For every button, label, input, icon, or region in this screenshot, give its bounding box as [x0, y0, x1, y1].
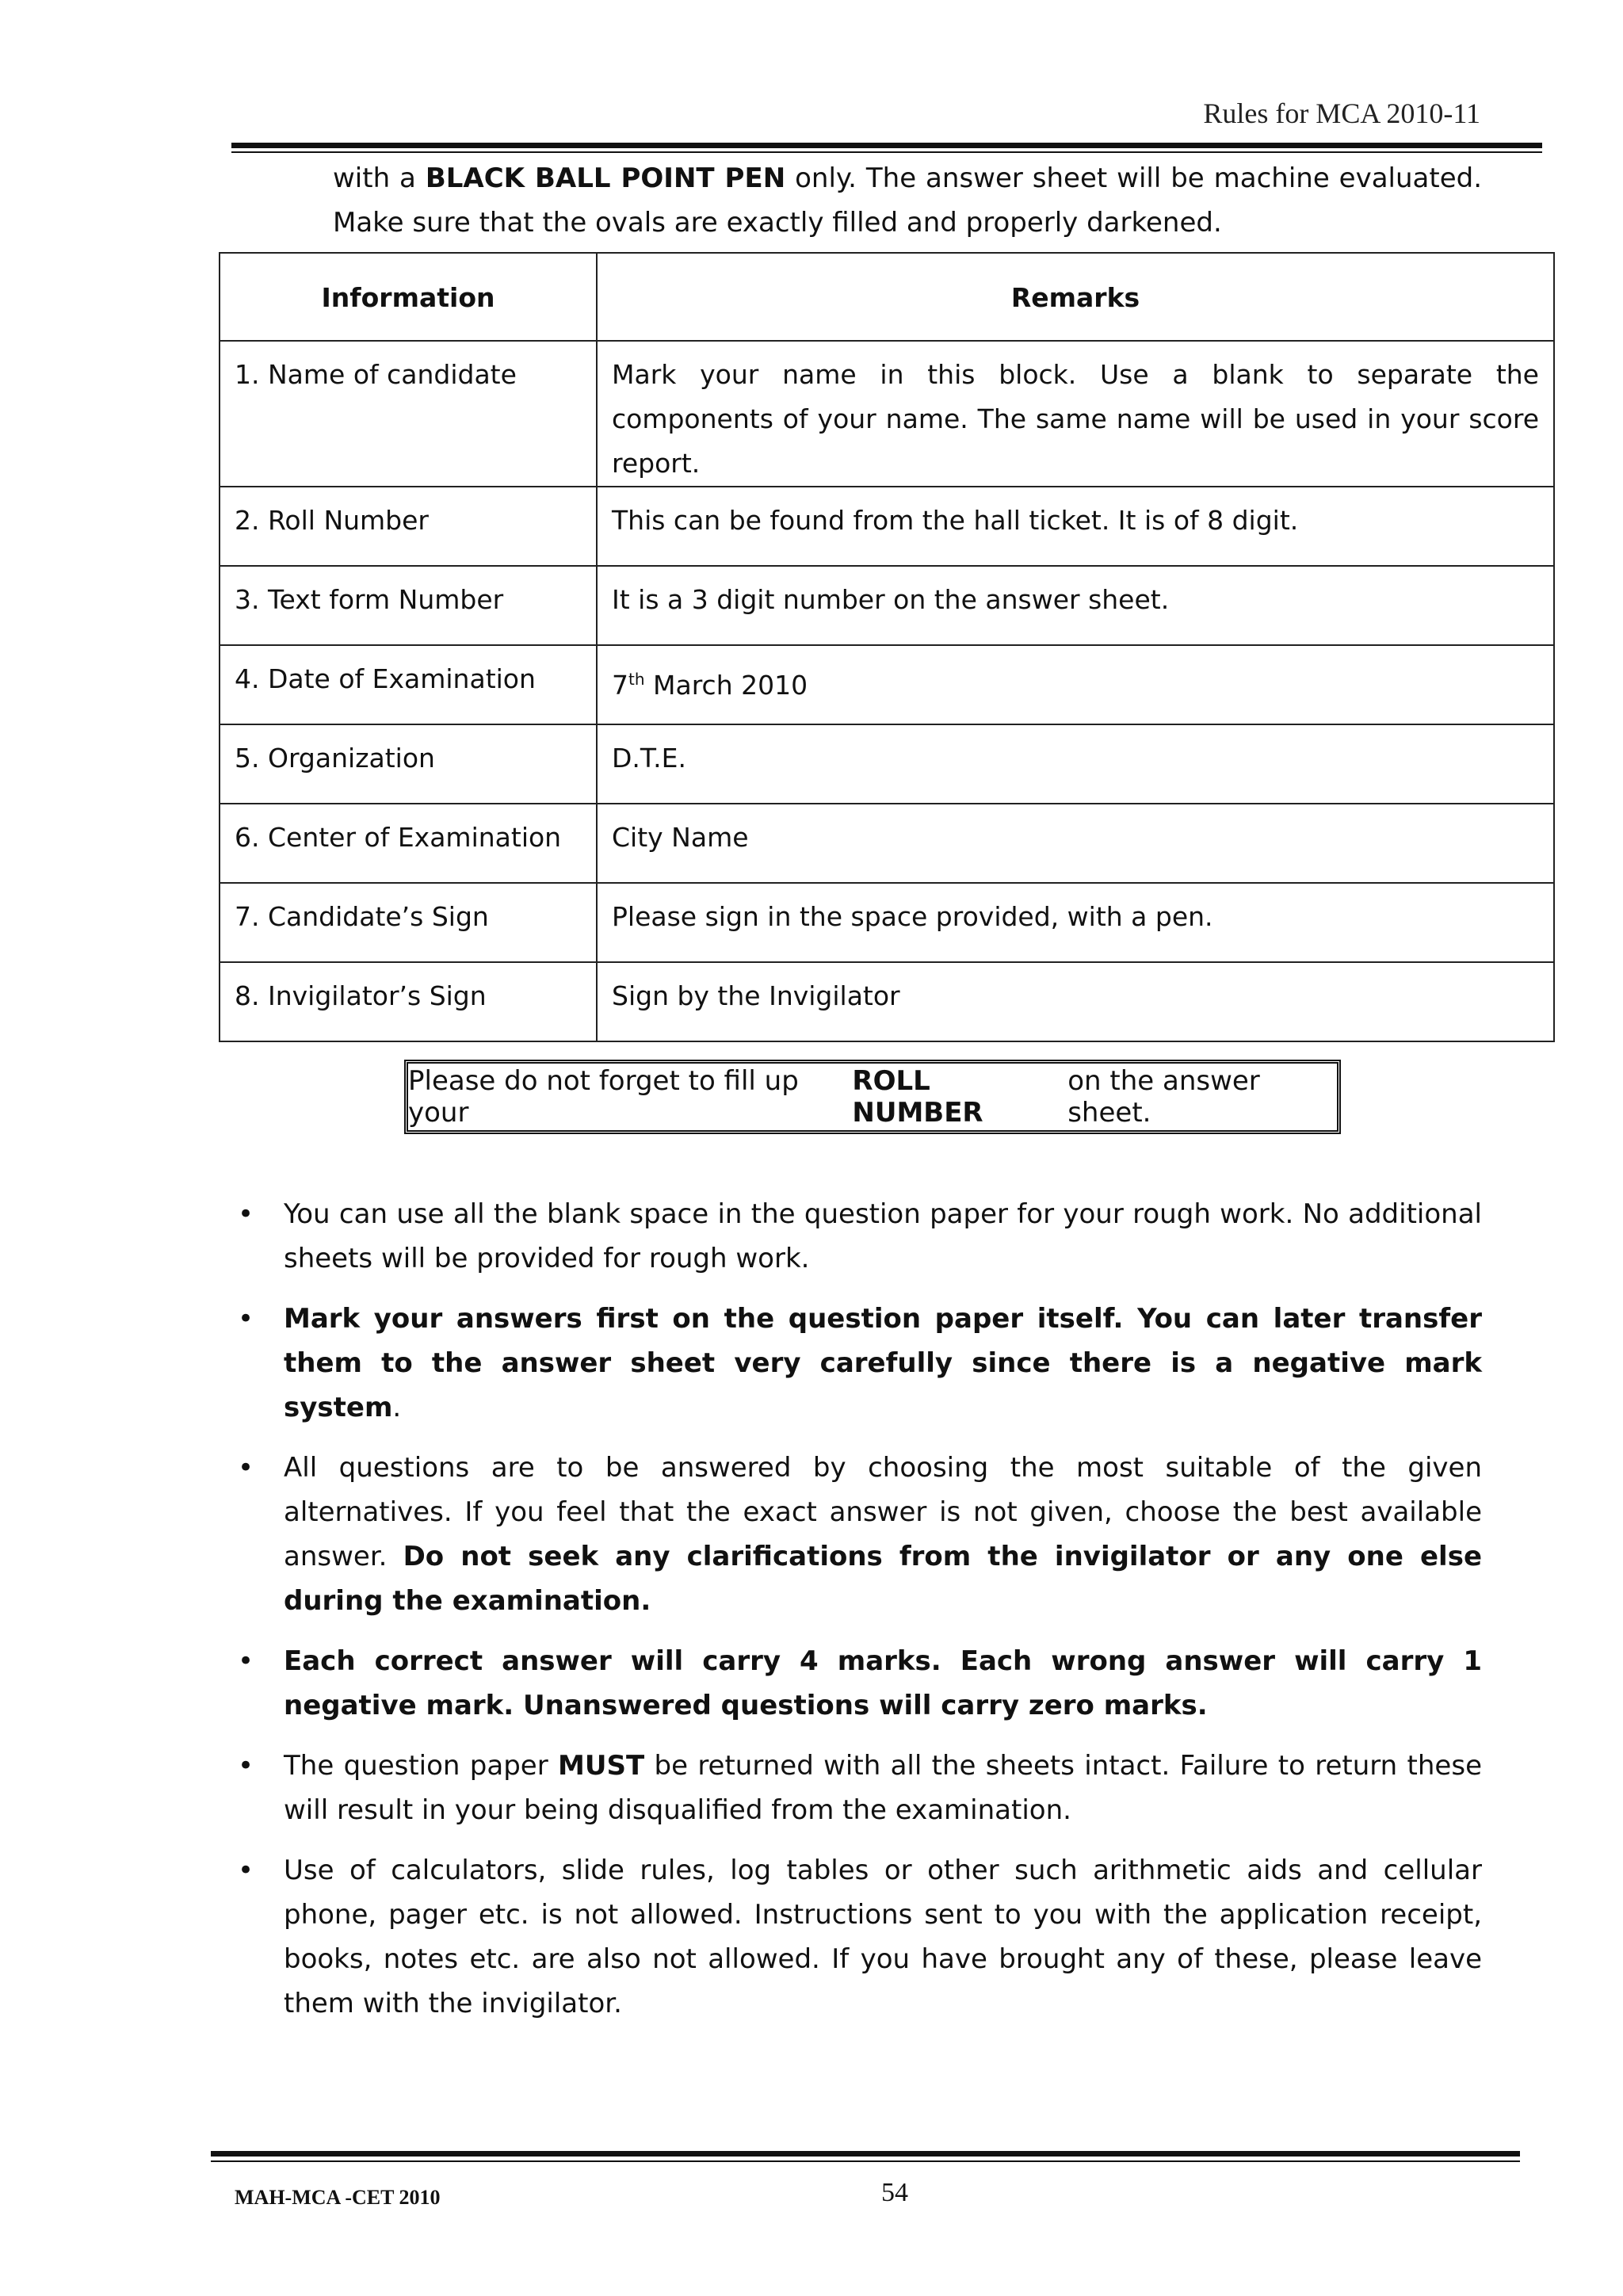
info-cell: 6. Center of Examination	[220, 804, 597, 883]
footer-rule-thin	[211, 2160, 1520, 2162]
bullet-text: You can use all the blank space in the question paper for your rough work. No additional sheets will be provided for rough work.	[284, 1198, 1482, 1274]
remarks-cell: Sign by the Invigilator	[597, 962, 1554, 1041]
instructions-list	[238, 1192, 1482, 2042]
bullet-icon: •	[238, 1645, 254, 1677]
bullet-text-bold: Mark your answers first on the question paper itself. You can later transfer them to the answer sheet very carefully since there is a negative mark system	[284, 1303, 1482, 1423]
table-row	[220, 341, 1554, 487]
header-information: Information	[220, 253, 597, 341]
info-cell: 5. Organization	[220, 724, 597, 804]
remarks-cell	[597, 645, 1554, 724]
table-header-row	[220, 253, 1554, 341]
list-item	[238, 1639, 1482, 1728]
exam-day-suffix: th	[628, 670, 645, 689]
list-item	[238, 1446, 1482, 1623]
bullet-text: All questions are to be answered by choosing the most suitable of the given alternatives. If you feel that the exact answer is not given, choose the best available answer.	[284, 1452, 1482, 1572]
table-row	[220, 645, 1554, 724]
intro-prefix: with a	[333, 162, 426, 194]
intro-suffix: only. The answer sheet will be machine evaluated. Make sure that the ovals are exactly filled and properly darkened.	[333, 162, 1483, 239]
bullet-icon: •	[238, 1198, 254, 1230]
remarks-cell: Please sign in the space provided, with a pen.	[597, 883, 1554, 962]
exam-month-year: March 2010	[644, 670, 808, 701]
table-row	[220, 883, 1554, 962]
intro-pen-emphasis: BLACK BALL POINT PEN	[425, 162, 786, 194]
info-cell: 7. Candidate’s Sign	[220, 883, 597, 962]
bullet-text-bold: Do not seek any clarifications from the invigilator or any one else during the examination.	[284, 1541, 1482, 1617]
bullet-text: The question paper	[284, 1750, 559, 1782]
info-cell: 2. Roll Number	[220, 487, 597, 566]
header-remarks: Remarks	[597, 253, 1554, 341]
bullet-text-bold: MUST	[558, 1750, 645, 1782]
table-row	[220, 724, 1554, 804]
bullet-text: be returned with all the sheets intact. Failure to return these will result in your being disqualified from the examination.	[284, 1750, 1482, 1826]
info-cell: 8. Invigilator’s Sign	[220, 962, 597, 1041]
bullet-icon: •	[238, 1452, 254, 1484]
intro-paragraph	[333, 156, 1482, 245]
notice-prefix: Please do not forget to fill up your	[408, 1065, 799, 1129]
footer-rule-thick	[211, 2151, 1520, 2157]
roll-number-notice	[404, 1060, 1341, 1134]
footer-exam-name: MAH-MCA -CET 2010	[235, 2186, 441, 2209]
bullet-icon: •	[238, 1303, 254, 1335]
list-item	[238, 1297, 1482, 1430]
bullet-text-end: .	[392, 1392, 402, 1423]
bullet-icon: •	[238, 1750, 254, 1782]
remarks-cell: This can be found from the hall ticket. It is of 8 digit.	[597, 487, 1554, 566]
remarks-cell: Mark your name in this block. Use a blank to separate the components of your name. The same name will be used in your score report.	[597, 341, 1554, 487]
bullet-icon: •	[238, 1855, 254, 1886]
remarks-cell: City Name	[597, 804, 1554, 883]
remarks-cell: It is a 3 digit number on the answer sheet.	[597, 566, 1554, 645]
header-rule-thick	[231, 143, 1542, 148]
info-cell: 3. Text form Number	[220, 566, 597, 645]
page-number: 54	[881, 2178, 908, 2207]
header-rule-thin	[231, 151, 1542, 153]
list-item	[238, 1848, 1482, 2026]
list-item	[238, 1192, 1482, 1281]
bullet-text-bold: Each correct answer will carry 4 marks. Each wrong answer will carry 1 negative mark. Unanswered questions will carry zero marks.	[284, 1645, 1482, 1721]
exam-day: 7	[612, 670, 628, 701]
notice-emphasis: ROLL NUMBER	[852, 1065, 983, 1129]
table-row	[220, 566, 1554, 645]
remarks-cell: D.T.E.	[597, 724, 1554, 804]
table-row	[220, 487, 1554, 566]
notice-suffix: on the answer sheet.	[1067, 1065, 1260, 1129]
table-row	[220, 962, 1554, 1041]
info-cell: 1. Name of candidate	[220, 341, 597, 487]
running-header: Rules for MCA 2010-11	[1203, 97, 1480, 129]
info-cell: 4. Date of Examination	[220, 645, 597, 724]
bullet-text: Use of calculators, slide rules, log tables or other such arithmetic aids and cellular phone, pager etc. is not allowed. Instructions sent to you with the application receipt, books, notes etc. are also not allowed. If you have brought any of these, please leave them with the invigilator.	[284, 1855, 1482, 2019]
information-table	[219, 252, 1555, 1042]
table-row	[220, 804, 1554, 883]
list-item	[238, 1744, 1482, 1832]
